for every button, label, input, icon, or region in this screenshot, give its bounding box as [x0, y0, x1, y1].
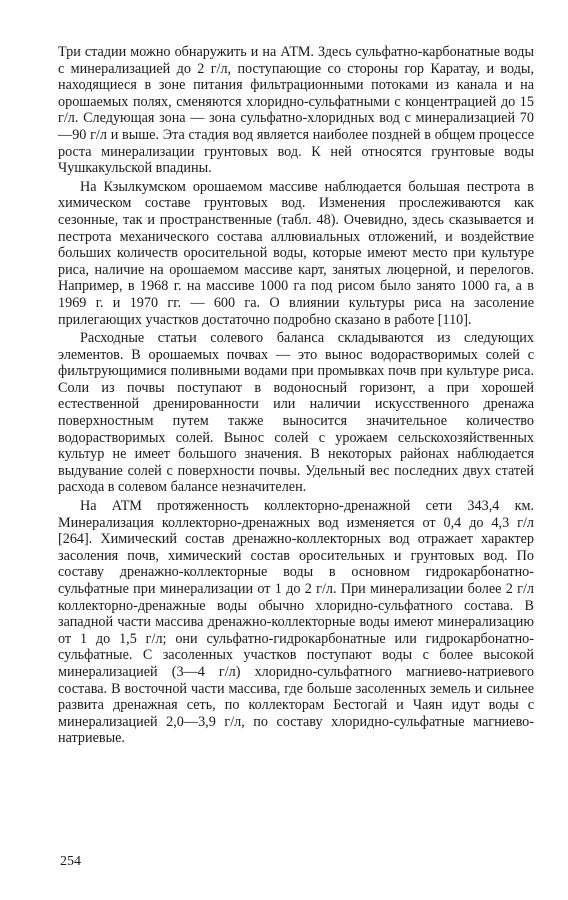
paragraph-4: На АТМ протяженность коллекторно-дренажной сети 343,4 км. Минерализация коллекторно-дренажных вод изменяется от 0,4 до 4,3 г/л [264]. Химический состав дренажно-коллекторных вод отражает характер засоления почв, химический состав оросительных и грунтовых вод. По составу дренажно-коллекторные воды в основном гидрокарбонатно-сульфатные при минерализации от 1 до 2 г/л. При минерализации более 2 г/л коллекторно-дренажные воды обычно хлоридно-сульфатного состава. В западной части массива дренажно-коллекторные воды имеют минерализацию от 1 до 1,5 г/л; они сульфатно-гидрокарбонатные или гидрокарбонатно-сульфатные. С засоленных участков поступают воды с более высокой минерализацией (3—4 г/л) хлоридно-сульфатного магниево-натриевого состава. В восточной части массива, где больше засоленных земель и сильнее развита дренажная сеть, по коллекторам Бестогай и Чаян идут воды с минерализацией 2,0—3,9 г/л, по составу хлоридно-сульфатные магниево-натриевые.: [58, 498, 534, 747]
paragraph-2: На Кзылкумском орошаемом массиве наблюдается большая пестрота в химическом составе грунтовых вод. Изменения прослеживаются как сезонные, так и пространственные (табл. 48). Очевидно, здесь сказывается и пестрота механического состава аллювиальных отложений, и воздействие больших количеств оросительной воды, которые имеют место при культуре риса, наличие на орошаемом массиве карт, занятых люцерной, и перелогов. Например, в 1968 г. на массиве 1000 га под рисом было занято 1000 га, а в 1969 г. и 1970 гг. — 600 га. О влиянии культуры риса на засоление прилегающих участков достаточно подробно сказано в работе [110].: [58, 178, 534, 328]
page-body: [58, 44, 534, 749]
paragraph-1: Три стадии можно обнаружить и на АТМ. Здесь сульфатно-карбонатные воды с минерализацией до 2 г/л, поступающие со стороны гор Каратау, и воды, находящиеся в зоне питания фильтрационными потоками из канала и на орошаемых полях, сменяются хлоридно-сульфатными с концентрацией до 15 г/л. Следующая зона — зона сульфатно-хлоридных вод с минерализацией 70—90 г/л и выше. Эта стадия вод является наиболее поздней в общем процессе роста минерализации грунтовых вод. К ней относятся грунтовые воды Чушкакульской впадины.: [58, 44, 534, 177]
page-number: 254: [60, 854, 81, 869]
paragraph-3: Расходные статьи солевого баланса складываются из следующих элементов. В орошаемых почвах — это вынос водорастворимых солей с фильтрующимися поливными водами при промывках почв при культуре риса. Соли из почвы поступают в водоносный горизонт, а при хорошей естественной дренированности или наличии искусственного дренажа поверхностным путем также выносится значительное количество водорастворимых солей. Вынос солей с урожаем сельскохозяйственных культур не имеет большого значения. В некоторых районах наблюдается выдувание солей с поверхности почвы. Удельный вес последних двух статей расхода в солевом балансе незначителен.: [58, 330, 534, 496]
